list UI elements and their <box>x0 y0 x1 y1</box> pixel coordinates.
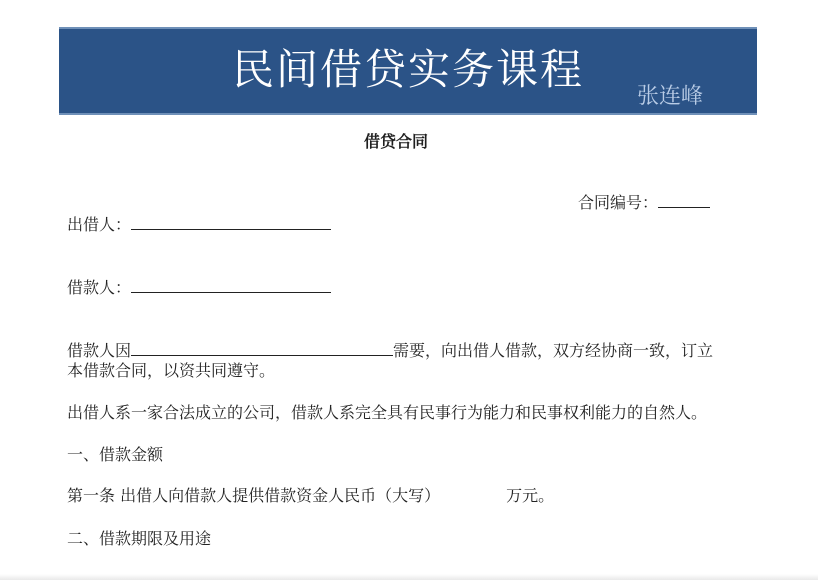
contract-number-line <box>578 190 710 214</box>
article-1-line <box>67 485 554 507</box>
lender-line <box>67 212 331 236</box>
purpose-line <box>67 338 713 362</box>
contract-number-blank <box>658 190 710 208</box>
author-name: 张连峰 <box>637 84 704 109</box>
section-1-heading: 一、借款金额 <box>67 445 164 464</box>
party-statement: 出借人系一家合法成立的公司，借款人系完全具有民事行为能力和民事权利能力的自然人。 <box>67 403 708 422</box>
document-title: 借贷合同 <box>363 132 428 151</box>
lender-blank <box>131 212 331 230</box>
article-1-text: 第一条 出借人向借款人提供借款资金人民币（大写） <box>67 486 441 505</box>
course-title: 民间借贷实务课程 <box>231 45 584 94</box>
purpose-suffix: 需要，向出借人借款，双方经协商一致，订立 <box>393 341 714 360</box>
borrower-line <box>67 275 331 299</box>
page-bottom-edge <box>0 574 818 580</box>
borrower-blank <box>131 275 331 293</box>
purpose-line-2: 本借款合同，以资共同遵守。 <box>67 361 276 380</box>
borrower-label: 借款人： <box>67 278 132 297</box>
purpose-blank <box>131 338 393 356</box>
contract-number-label: 合同编号： <box>578 193 659 212</box>
lender-label: 出借人： <box>67 215 132 234</box>
course-banner <box>59 27 757 115</box>
article-1-unit: 万元。 <box>506 486 555 505</box>
purpose-prefix: 借款人因 <box>67 341 132 360</box>
section-2-heading: 二、借款期限及用途 <box>67 529 212 548</box>
